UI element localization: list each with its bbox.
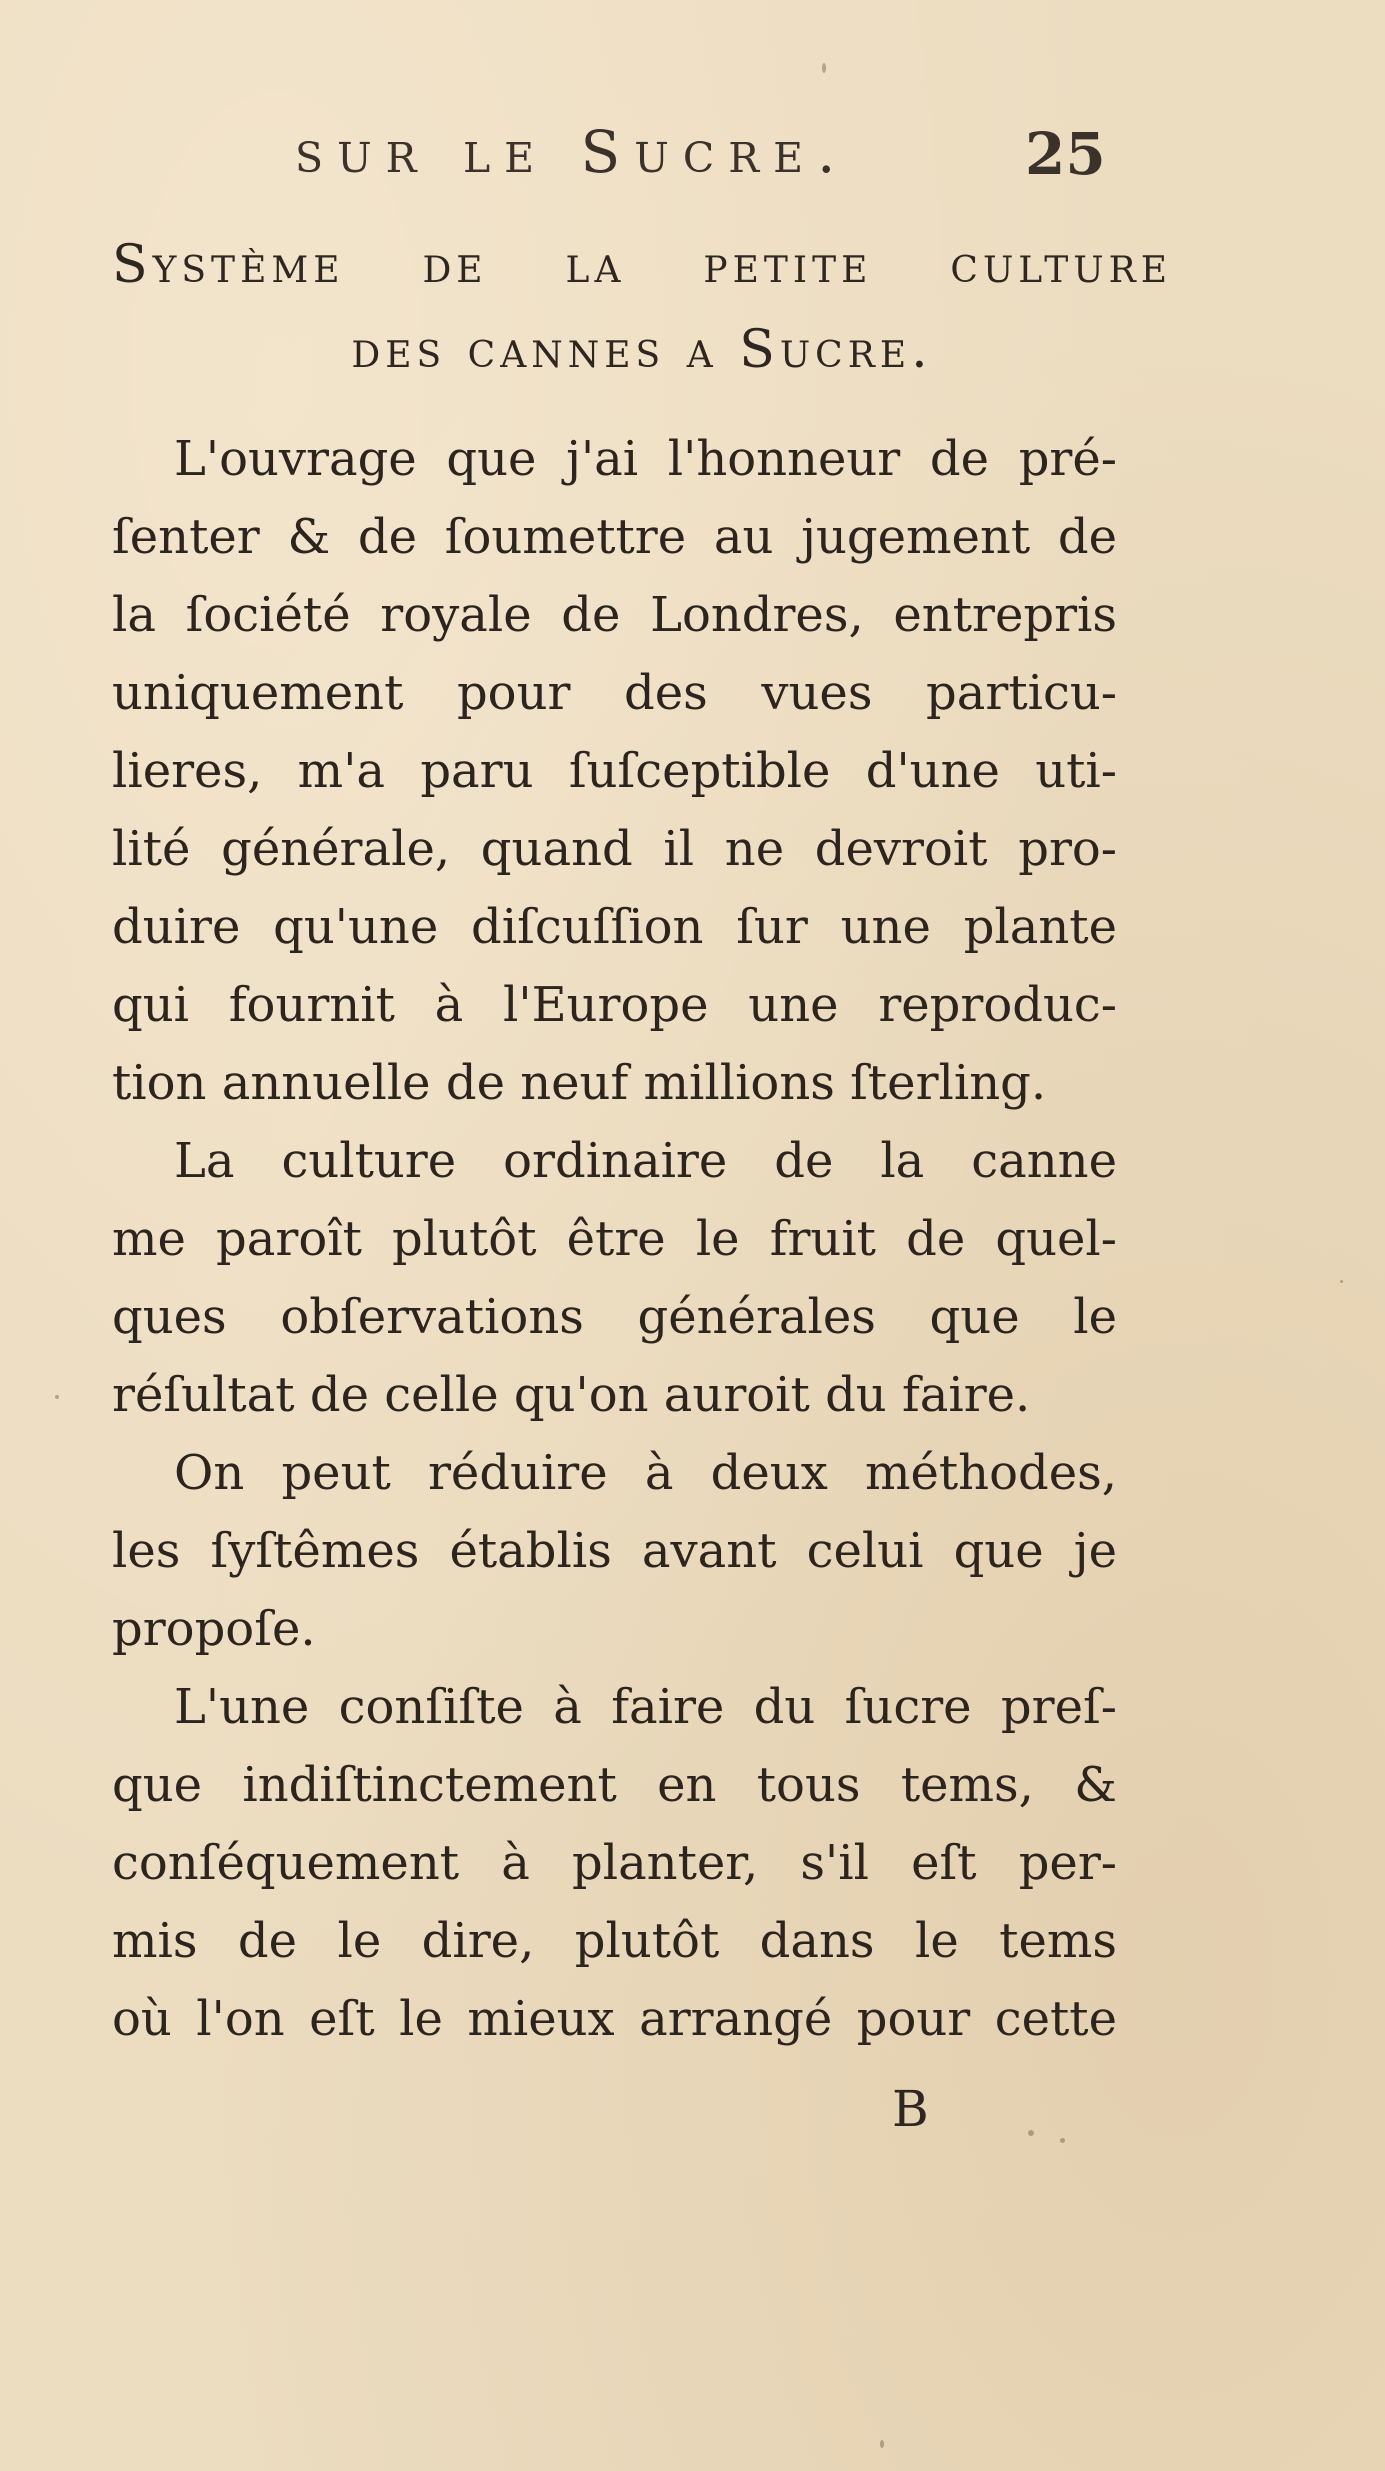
- signature-mark: B: [892, 2080, 929, 2138]
- text-line: où l'on eſt le mieux arrangé pour cette: [112, 1991, 1117, 2047]
- text-line: La culture ordinaire de la canne: [174, 1133, 1117, 1189]
- text-line: la ſociété royale de Londres, entrepris: [112, 587, 1117, 643]
- text-line: L'une conſiſte à faire du ſucre preſ-: [174, 1679, 1117, 1735]
- page-number: 25: [1025, 120, 1106, 188]
- paper-speck: [1060, 2138, 1065, 2143]
- text-line: On peut réduire à deux méthodes,: [174, 1445, 1117, 1501]
- text-line: me paroît plutôt être le fruit de quel-: [112, 1211, 1117, 1267]
- paper-speck: [1028, 2130, 1034, 2136]
- paper-speck: [880, 2440, 884, 2448]
- text-line: duire qu'une diſcuſſion ſur une plante: [112, 899, 1117, 955]
- section-title-line-2: des cannes a Sucre.: [351, 320, 933, 380]
- text-line: uniquement pour des vues particu-: [112, 665, 1117, 721]
- body-text: [112, 420, 1117, 2058]
- paper-speck: [822, 63, 826, 73]
- text-line: lieres, m'a paru ſuſceptible d'une uti-: [112, 743, 1117, 799]
- text-line: lité générale, quand il ne devroit pro-: [112, 821, 1117, 877]
- text-line: mis de le dire, plutôt dans le tems: [112, 1913, 1117, 1969]
- text-line: ques obſervations générales que le: [112, 1289, 1117, 1345]
- text-line: les ſyſtêmes établis avant celui que je: [112, 1523, 1117, 1579]
- text-line: conſéquement à planter, s'il eſt per-: [112, 1835, 1117, 1891]
- text-line: que indiſtinctement en tous tems, &: [112, 1757, 1117, 1813]
- paper-speck: [55, 1395, 59, 1399]
- text-line: propoſe.: [112, 1601, 316, 1657]
- text-line: tion annuelle de neuf millions ſterling.: [112, 1055, 1047, 1111]
- paper-speck: [1340, 1280, 1343, 1283]
- running-head-title: sur le Sucre.: [295, 118, 850, 186]
- text-line: ſenter & de ſoumettre au jugement de: [112, 509, 1117, 565]
- text-line: L'ouvrage que j'ai l'honneur de pré-: [174, 431, 1117, 487]
- section-title-line-1: Système de la petite culture: [112, 235, 1172, 295]
- text-line: réſultat de celle qu'on auroit du faire.: [112, 1367, 1031, 1423]
- text-line: qui fournit à l'Europe une reproduc-: [112, 977, 1117, 1033]
